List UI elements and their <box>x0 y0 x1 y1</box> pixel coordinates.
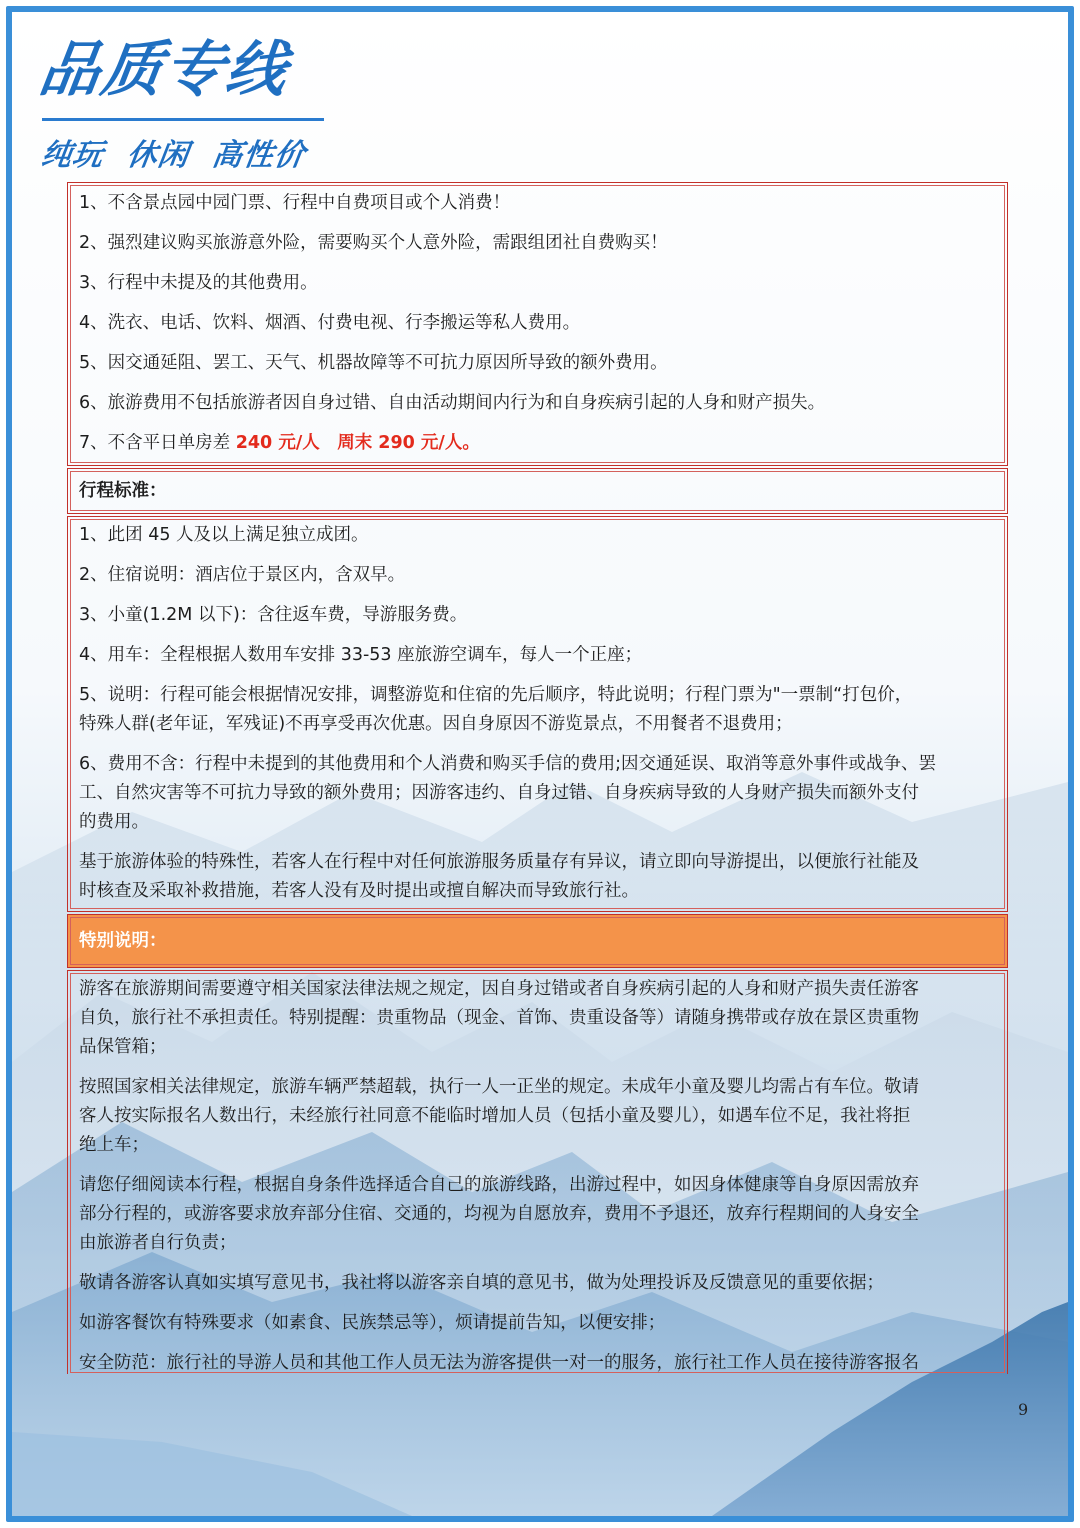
list-item: 部分行程的，或游客要求放弃部分住宿、交通的，均视为自愿放弃，费用不予退还，放弃行程期间的人身安全 <box>79 1204 919 1224</box>
list-item: 品保管箱； <box>79 1037 167 1057</box>
list-item: 3、小童(1.2M 以下)：含往返车费，导游服务费。 <box>79 605 468 625</box>
list-item: 游客在旅游期间需要遵守相关国家法律法规之规定，因自身过错或者自身疾病引起的人身和财产损失责任游客 <box>79 979 919 999</box>
list-item: 的费用。 <box>79 812 149 832</box>
list-item: 5、因交通延阻、罢工、天气、机器故障等不可抗力原因所导致的额外费用。 <box>79 353 668 373</box>
list-item: 3、行程中未提及的其他费用。 <box>79 273 318 293</box>
list-item: 由旅游者自行负责； <box>79 1233 237 1253</box>
itinerary-content <box>67 182 1008 1374</box>
standard-heading: 行程标准： <box>79 481 167 501</box>
list-item: 2、住宿说明：酒店位于景区内，含双早。 <box>79 565 406 585</box>
list-item: 工、自然灾害等不可抗力导致的额外费用；因游客违约、自身过错、自身疾病导致的人身财产损失而额外支付 <box>79 783 919 803</box>
list-item: 请您仔细阅读本行程，根据自身条件选择适合自己的旅游线路，出游过程中，如因身体健康等自身原因需放弃 <box>79 1175 919 1195</box>
brand-title: 品质专线 <box>35 35 293 105</box>
list-item: 1、不含景点园中园门票、行程中自费项目或个人消费！ <box>79 193 511 213</box>
brand-header <box>35 35 340 173</box>
brand-divider <box>42 118 324 121</box>
list-item: 6、旅游费用不包括旅游者因自身过错、自由活动期间内行为和自身疾病引起的人身和财产损失。 <box>79 393 826 413</box>
list-item: 自负，旅行社不承担责任。特别提醒：贵重物品（现金、首饰、贵重设备等）请随身携带或存放在景区贵重物 <box>79 1008 919 1028</box>
room-surcharge-price: 240 元/人 周末 290 元/人。 <box>235 433 480 453</box>
standard-box <box>67 516 1008 912</box>
list-item: 敬请各游客认真如实填写意见书，我社将以游客亲自填的意见书，做为处理投诉及反馈意见的重要依据； <box>79 1273 884 1293</box>
list-item: 1、此团 45 人及以上满足独立成团。 <box>79 525 369 545</box>
standard-heading-box <box>67 468 1008 514</box>
list-item: 6、费用不含：行程中未提到的其他费用和个人消费和购买手信的费用;因交通延误、取消等意外事件或战争、罢 <box>79 754 937 774</box>
special-heading-box <box>67 914 1008 968</box>
list-item: 4、用车：全程根据人数用车安排 33-53 座旅游空调车，每人一个正座； <box>79 645 643 665</box>
list-item: 按照国家相关法律规定，旅游车辆严禁超载，执行一人一正坐的规定。未成年小童及婴儿均需占有车位。敬请 <box>79 1077 919 1097</box>
special-heading: 特别说明： <box>79 931 167 951</box>
list-item: 安全防范：旅行社的导游人员和其他工作人员无法为游客提供一对一的服务，旅行社工作人员在接待游客报名 <box>79 1353 919 1373</box>
list-item-room-surcharge <box>79 435 480 453</box>
list-item: 绝上车； <box>79 1135 149 1155</box>
list-item: 特殊人群(老年证，军残证)不再享受再次优惠。因自身原因不游览景点，不用餐者不退费用； <box>79 714 793 734</box>
room-surcharge-label: 7、不含平日单房差 <box>79 433 236 453</box>
list-item: 2、强烈建议购买旅游意外险，需要购买个人意外险，需跟组团社自费购买！ <box>79 233 668 253</box>
brand-subtitle: 纯玩 休闲 高性价 <box>39 138 308 173</box>
list-item: 5、说明：行程可能会根据情况安排，调整游览和住宿的先后顺序，特此说明；行程门票为"一票制“打包价， <box>79 685 913 705</box>
list-item: 客人按实际报名人数出行，未经旅行社同意不能临时增加人员（包括小童及婴儿），如遇车位不足，我社将拒 <box>79 1106 911 1126</box>
list-item: 基于旅游体验的特殊性，若客人在行程中对任何旅游服务质量存有异议，请立即向导游提出，以便旅行社能及 <box>79 852 919 872</box>
page-number: 9 <box>1018 1400 1029 1419</box>
list-item: 4、洗衣、电话、饮料、烟酒、付费电视、行李搬运等私人费用。 <box>79 313 581 333</box>
special-box <box>67 970 1008 1374</box>
list-item: 如游客餐饮有特殊要求（如素食、民族禁忌等），烦请提前告知，以便安排； <box>79 1313 666 1333</box>
list-item: 时核查及采取补救措施，若客人没有及时提出或擅自解决而导致旅行社。 <box>79 881 639 901</box>
exclusions-box <box>67 182 1008 466</box>
